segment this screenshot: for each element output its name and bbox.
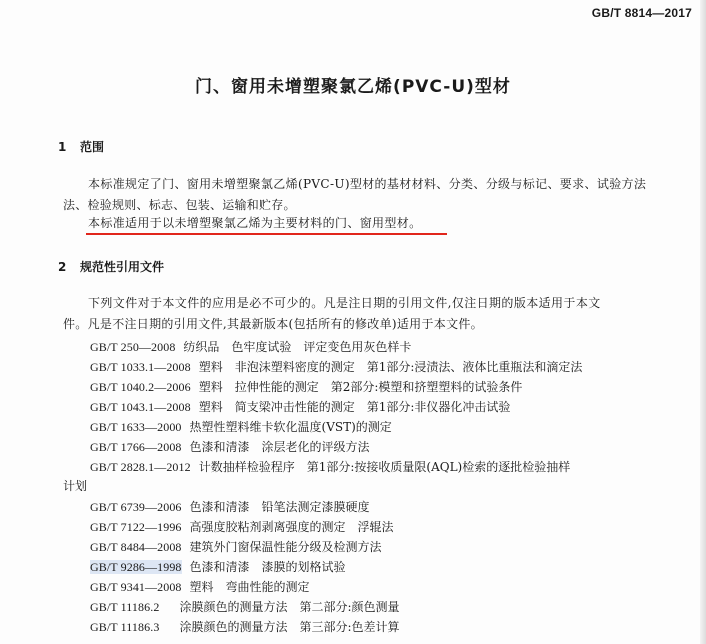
reference-code: GB/T 250—2008 xyxy=(90,340,176,354)
reference-code: GB/T 8484—2008 xyxy=(90,540,182,554)
reference-item xyxy=(90,599,399,615)
section-number: 2 xyxy=(58,260,67,274)
reference-title: 涂膜颜色的测量方法 第二部分:颜色测量 xyxy=(179,600,400,614)
page-edge-shadow xyxy=(700,0,706,644)
reference-item xyxy=(90,419,392,435)
reference-title: 计数抽样检验程序 第1部分:按接收质量限(AQL)检索的逐批检验抽样 xyxy=(198,460,571,474)
reference-item xyxy=(90,459,570,475)
reference-title: 塑料 非泡沫塑料密度的测定 第1部分:浸渍法、液体比重瓶法和滴定法 xyxy=(198,360,583,374)
reference-title: 热塑性塑料维卡软化温度(VST)的测定 xyxy=(189,420,392,434)
reference-title: 涂膜颜色的测量方法 第三部分:色差计算 xyxy=(179,620,400,634)
normative-intro-line: 件。凡是不注日期的引用文件,其最新版本(包括所有的修改单)适用于本文件。 xyxy=(63,317,483,331)
reference-item xyxy=(90,379,522,395)
reference-code: GB/T 1766—2008 xyxy=(90,440,182,454)
reference-item xyxy=(90,619,399,635)
reference-code: GB/T 1033.1—2008 xyxy=(90,360,191,374)
section-title: 规范性引用文件 xyxy=(80,260,165,274)
scope-text-line: 本标准规定了门、窗用未增塑聚氯乙烯(PVC-U)型材的基材材料、分类、分级与标记、要求、试验方法 xyxy=(88,177,647,191)
reference-title: 塑料 拉伸性能的测定 第2部分:模塑和挤塑塑料的试验条件 xyxy=(198,380,523,394)
reference-continuation: 计划 xyxy=(63,479,88,493)
reference-item xyxy=(90,539,382,555)
reference-item xyxy=(90,339,411,355)
reference-code: GB/T 1633—2000 xyxy=(90,420,182,434)
reference-title: 纺织品 色牢度试验 评定变色用灰色样卡 xyxy=(183,340,412,354)
reference-item xyxy=(90,499,370,515)
reference-item xyxy=(90,399,510,415)
document-title: 门、窗用未增塑聚氯乙烯(PVC-U)型材 xyxy=(195,77,511,97)
reference-code: GB/T 11186.3 xyxy=(90,620,160,634)
reference-code: GB/T 9341—2008 xyxy=(90,580,182,594)
scope-text-line: 法、检验规则、标志、包装、运输和贮存。 xyxy=(63,198,296,212)
reference-code: GB/T 1043.1—2008 xyxy=(90,400,191,414)
reference-title: 建筑外门窗保温性能分级及检测方法 xyxy=(189,540,382,554)
reference-title: 色漆和清漆 涂层老化的评级方法 xyxy=(189,440,370,454)
reference-title: 塑料 简支梁冲击性能的测定 第1部分:非仪器化冲击试验 xyxy=(198,400,511,414)
section-heading-normative xyxy=(58,258,164,275)
red-annotation-underline xyxy=(86,233,447,235)
section-heading-scope xyxy=(58,138,104,155)
reference-item xyxy=(90,439,370,455)
reference-code: GB/T 9286—1998 xyxy=(90,560,182,574)
reference-item xyxy=(90,579,310,595)
reference-title: 高强度胶粘剂剥离强度的测定 浮辊法 xyxy=(189,520,394,534)
scope-applicability-line: 本标准适用于以未增塑聚氯乙烯为主要材料的门、窗用型材。 xyxy=(88,216,422,230)
reference-item xyxy=(90,359,582,375)
standard-code: GB/T 8814—2017 xyxy=(591,6,692,20)
reference-code: GB/T 6739—2006 xyxy=(90,500,182,514)
normative-intro-line: 下列文件对于本文件的应用是必不可少的。凡是注日期的引用文件,仅注日期的版本适用于本文 xyxy=(88,296,601,310)
section-number: 1 xyxy=(58,140,67,154)
reference-item xyxy=(90,519,394,535)
reference-code: GB/T 1040.2—2006 xyxy=(90,380,191,394)
reference-item xyxy=(90,559,346,575)
section-title: 范围 xyxy=(80,140,105,154)
reference-code: GB/T 7122—1996 xyxy=(90,520,182,534)
reference-title: 塑料 弯曲性能的测定 xyxy=(189,580,310,594)
reference-title: 色漆和清漆 漆膜的划格试验 xyxy=(189,560,346,574)
reference-code: GB/T 11186.2 xyxy=(90,600,160,614)
reference-title: 色漆和清漆 铅笔法测定漆膜硬度 xyxy=(189,500,370,514)
reference-code: GB/T 2828.1—2012 xyxy=(90,460,191,474)
